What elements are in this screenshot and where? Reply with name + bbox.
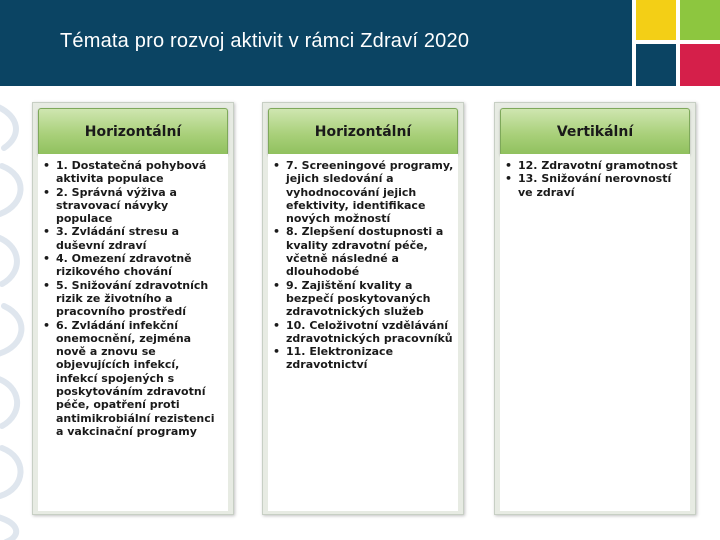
decorative-tile-red bbox=[680, 44, 720, 86]
slide-title: Témata pro rozvoj aktivit v rámci Zdraví 2020 bbox=[60, 30, 470, 52]
topic-column-2 bbox=[262, 102, 464, 515]
column-body bbox=[500, 154, 690, 511]
topic-column-3 bbox=[494, 102, 696, 515]
list-item: • 12. Zdravotní gramotnost bbox=[518, 159, 686, 172]
list-item: • 9. Zajištění kvality a bezpečí poskytovaných zdravotnických služeb bbox=[286, 279, 454, 319]
list-item: • 13. Snižování nerovností ve zdraví bbox=[518, 172, 686, 199]
list-item: • 1. Dostatečná pohybová aktivita populace bbox=[56, 159, 224, 186]
list-item: • 3. Zvládání stresu a duševní zdraví bbox=[56, 225, 224, 252]
title-bar bbox=[0, 0, 632, 86]
list-item: • 5. Snižování zdravotních rizik ze životního a pracovního prostředí bbox=[56, 279, 224, 319]
column-body bbox=[38, 154, 228, 511]
decorative-tile-yellow bbox=[636, 0, 676, 40]
list-item: • 8. Zlepšení dostupnosti a kvality zdravotní péče, včetně následné a dlouhodobé bbox=[286, 225, 454, 278]
list-item: • 7. Screeningové programy, jejich sledování a vyhodnocování jejich efektivity, identifikace nových možností bbox=[286, 159, 454, 225]
column-heading: Horizontální bbox=[38, 108, 228, 156]
topic-column-1 bbox=[32, 102, 234, 515]
decorative-tile-blue bbox=[636, 44, 676, 86]
swirl-pattern-icon bbox=[0, 96, 32, 540]
list-item: • 4. Omezení zdravotně rizikového chování bbox=[56, 252, 224, 279]
topic-list bbox=[38, 154, 228, 438]
list-item: • 6. Zvládání infekční onemocnění, zejména nově a znovu se objevujících infekcí, infekcí spojených s poskytováním zdravotní péče, opatření proti antimikrobiální rezistenci a vakcinační programy bbox=[56, 319, 224, 439]
decorative-tile-green bbox=[680, 0, 720, 40]
topic-list bbox=[500, 154, 690, 199]
decorative-swirl-pattern bbox=[0, 96, 32, 540]
column-body bbox=[268, 154, 458, 511]
topic-list bbox=[268, 154, 458, 372]
list-item: • 11. Elektronizace zdravotnictví bbox=[286, 345, 454, 372]
column-heading: Vertikální bbox=[500, 108, 690, 156]
column-heading: Horizontální bbox=[268, 108, 458, 156]
list-item: • 2. Správná výživa a stravovací návyky populace bbox=[56, 186, 224, 226]
list-item: • 10. Celoživotní vzdělávání zdravotnických pracovníků bbox=[286, 319, 454, 346]
